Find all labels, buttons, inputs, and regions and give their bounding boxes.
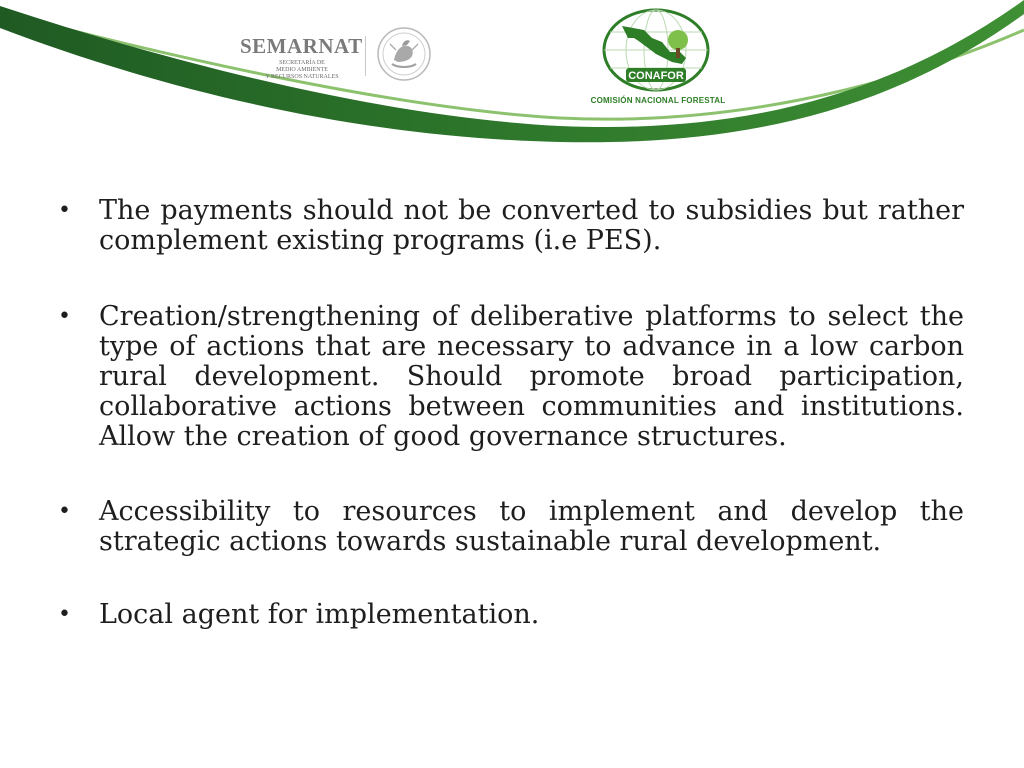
logo-divider: [365, 36, 366, 76]
mexico-coat-of-arms-icon: [376, 26, 432, 82]
semarnat-subtitle: [246, 60, 358, 81]
slide-header: [0, 0, 1024, 160]
bullet-text: Accessibility to resources to implement and develop the strategic actions towards sustainable rural development.: [99, 496, 964, 557]
semarnat-subtitle-line: SECRETARÍA DE: [279, 60, 325, 66]
bullet-text: Local agent for implementation.: [99, 599, 540, 630]
slide-content: [56, 196, 964, 676]
bullet-marker: •: [58, 304, 71, 329]
semarnat-subtitle-line: MEDIO AMBIENTE: [276, 67, 328, 73]
bullet-item: [56, 302, 964, 452]
bullet-marker: •: [58, 602, 71, 627]
bullet-text: The payments should not be converted to subsidies but rather complement existing programs (i.e PES).: [99, 195, 964, 256]
bullet-item: [56, 196, 964, 256]
bullet-item: [56, 497, 964, 557]
svg-text:CONAFOR: CONAFOR: [628, 70, 684, 82]
conafor-full-name: COMISIÓN NACIONAL FORESTAL: [590, 96, 726, 105]
header-swoosh: [0, 0, 1024, 160]
conafor-logo: [578, 8, 738, 112]
bullet-marker: •: [58, 499, 71, 524]
conafor-globe-icon: [600, 8, 712, 94]
bullet-item: [56, 600, 964, 630]
bullet-text: Creation/strengthening of deliberative platforms to select the type of actions that are necessary to advance in a low carbon rural development. Should promote broad participation, collaborative actions between communities and institutions. Allow the creation of good governance structures.: [99, 301, 964, 452]
semarnat-logo: [238, 34, 438, 90]
semarnat-name: SEMARNAT: [240, 34, 363, 58]
semarnat-subtitle-line: Y RECURSOS NATURALES: [265, 74, 339, 80]
bullet-marker: •: [58, 198, 71, 223]
